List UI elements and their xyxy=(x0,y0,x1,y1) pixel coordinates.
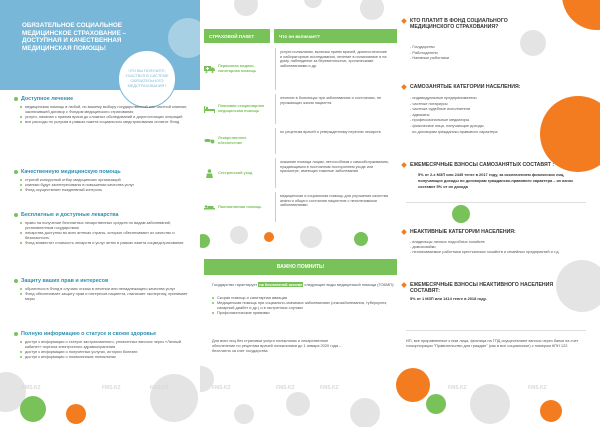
list-item: - адвокаты xyxy=(410,111,430,117)
panel-benefits xyxy=(0,0,200,427)
heading-who-pays: КТО ПЛАТИТ В ФОНД СОЦИАЛЬНОГО МЕДИЦИНСКОГО СТРАХОВАНИЯ? xyxy=(410,18,550,30)
decor-circle xyxy=(264,232,274,242)
list-item: доступ к информации о полученных услугах, истории болезни xyxy=(20,349,192,354)
list-item: - Наемные работники xyxy=(410,55,449,61)
decor-circle xyxy=(556,260,600,312)
list-item: Фонд возместит стоимость лекарств и услуг аптек в рамках пакета соцмедстрахования xyxy=(20,240,192,245)
decor-circle xyxy=(286,392,310,416)
package-description: медицинская и социальная помощь для улучшения качества жизни и общего состояния пациентов с неизлечимыми заболеваниями xyxy=(275,192,394,222)
decor-circle xyxy=(354,232,368,246)
table-header-package: СТРАХОВОЙ ПАКЕТ xyxy=(204,29,270,43)
decor-circle xyxy=(66,404,86,424)
divider xyxy=(406,202,586,203)
list-item: Скорая помощь и санитарная авиация xyxy=(212,295,396,300)
surgery-icon xyxy=(204,203,215,212)
watermark: FMS.KZ xyxy=(448,385,467,391)
hospital-bed-icon xyxy=(204,105,215,114)
decor-circle xyxy=(200,234,210,248)
heading-self-employed: САМОЗАНЯТЫЕ КАТЕГОРИИ НАСЕЛЕНИЯ: xyxy=(410,84,580,90)
section-heading: Доступное лечение xyxy=(21,96,74,102)
list-item: - Государство xyxy=(410,44,435,49)
decor-circle xyxy=(350,398,380,427)
list-item: Фонд обеспечивает защиту прав и интересов пациента, назначает экспертизу, принимает меры xyxy=(20,291,192,301)
list-item: - индивидуальные предприниматели xyxy=(410,95,477,100)
nurse-icon xyxy=(204,169,215,178)
pills-icon xyxy=(204,137,215,146)
highlight: на бесплатной основе xyxy=(259,282,303,287)
watermark: FMS.KZ xyxy=(212,385,231,391)
notice-footer: Для всех лиц без страховки услуги поликлиник и лекарственное обеспечение по рецептам врачей поликлиники до 1 января 2020 года – бесплатно за счет государства xyxy=(212,338,342,353)
section-heading: Качественную медицинскую помощь xyxy=(21,169,121,175)
list-item: строгий конкурсный отбор медицинских организаций xyxy=(20,177,192,182)
self-employed-fee-text: 5% от 2-х МЗП или 2445 тенге в 2017 году, за исключением физических лиц, получающих доходы по договорам гражданско-правового характера – их взнос составит 5% от их дохода xyxy=(418,172,574,189)
decor-circle xyxy=(168,18,200,58)
list-item: медицинская помощь в любой, по вашему выбору государственной или частной клинике, заключившей договор с Фондом медицинского страхования xyxy=(20,104,192,114)
list-item: Медицинская помощь при социально-значимых заболеваниях (онкозаболевания, туберкулез, сахарный диабет и др.) и в экстренных случаях xyxy=(212,300,396,310)
package-description: по рецептам врачей и утвержденному перечню лекарств xyxy=(275,128,394,154)
list-item: - частные судебные исполнители xyxy=(410,106,471,112)
watermark: FMS.KZ xyxy=(276,385,295,391)
inactive-fee-text: 5% от 1 МЗП или 1414 тенге в 2018 году. xyxy=(410,296,487,301)
decor-circle xyxy=(304,0,322,8)
list-item: все расходы по услугам в рамках пакета социального медстрахования оплатит Фонд xyxy=(20,119,192,124)
decor-circle xyxy=(230,226,248,244)
watermark: FMS.KZ xyxy=(528,385,547,391)
section-free-medicines xyxy=(14,212,192,245)
package-description: лечение в больницах при заболеваниях и состояниях, не угрожающих жизни пациента xyxy=(275,94,394,124)
payment-note: ИП, все приравненные к ним лица, физлица на ГПД осуществляют взносы через банки на счет госкорпорации "Правительство для граждан" (как и все социальные) с номером КПН 122. xyxy=(406,338,579,349)
package-description: услуги поликлиник, включая прием врачей, диагностические и лабораторные исследования, лечение в поликлинике и на дому, наблюдение за беременностью, хроническими заболеваниями и др. xyxy=(275,48,394,90)
page-title: ОБЯЗАТЕЛЬНОЕ СОЦИАЛЬНОЕ МЕДИЦИНСКОЕ СТРАХОВАНИЕ – ДОСТУПНАЯ И КАЧЕСТВЕННАЯ МЕДИЦИНСКАЯ ПОМОЩЬ! xyxy=(22,22,127,52)
heading-self-employed-fee: ЕЖЕМЕСЯЧНЫЕ ВЗНОСЫ САМОЗАНЯТЫХ СОСТАВЯТ : xyxy=(410,162,580,168)
notice-intro: Государство гарантирует на бесплатной основе следующие виды медицинской помощи (ГОБМП): xyxy=(212,282,395,287)
decor-circle xyxy=(452,205,470,223)
decor-circle xyxy=(360,0,384,20)
list-item: по договорам гражданско-правового характера xyxy=(410,128,498,134)
list-item: услуги, начиная с приема врача до сложных обследований и дорогостоящих операций xyxy=(20,114,192,119)
section-full-information xyxy=(14,331,192,359)
table-row xyxy=(204,94,397,124)
notice-list xyxy=(212,295,396,315)
decor-circle xyxy=(20,396,46,422)
list-item: - неопачиваемые работники крестьянских хозяйств и семейных предприятий и т.д. xyxy=(410,249,560,255)
package-label: Лекарственное обеспечение xyxy=(218,136,247,145)
section-rights-protection xyxy=(14,278,192,301)
list-item: право на получение бесплатных лекарственных средств по видам заболеваний, установленным государством xyxy=(20,220,192,230)
list-item: - профессиональные медиаторы xyxy=(410,117,470,123)
heading-inactive-fee: ЕЖЕМЕСЯЧНЫЕ ВЗНОСЫ НЕАКТИВНОГО НАСЕЛЕНИЯ СОСТАВЯТ: xyxy=(410,282,560,294)
watermark: FMS.KZ xyxy=(150,385,169,391)
decor-circle xyxy=(150,374,198,422)
decor-circle xyxy=(540,400,562,422)
list-item: клиники будут заинтересованы в повышении качества услуг xyxy=(20,182,192,187)
section-heading: Полную информацию о статусе и своем здоровье xyxy=(21,331,157,337)
divider xyxy=(406,330,586,331)
decor-circle xyxy=(520,30,546,56)
decor-circle xyxy=(562,0,600,30)
notice-banner: ВАЖНО ПОМНИТЬ! xyxy=(204,259,397,275)
table-row xyxy=(204,192,397,222)
panel-insurance-package xyxy=(200,0,400,427)
list-item: доступ к информации о поликлиниках поликлиник xyxy=(20,354,192,359)
list-item: - частные нотариусы xyxy=(410,100,448,106)
ambulance-icon xyxy=(204,65,215,74)
decor-circle xyxy=(426,394,446,414)
package-label: Первичная медико-санитарная помощь xyxy=(218,64,257,73)
package-label: Паллиативная помощь xyxy=(218,204,262,209)
question-text: ЧТО ВЫ ПОЛУЧИТЕ, УЧАСТВУЯ В СИСТЕМЕ ОБЯЗАТЕЛЬНОГО МЕДСТРАХОВАНИЯ? xyxy=(125,69,169,88)
self-employed-list xyxy=(410,95,498,134)
package-label: Сестринский уход xyxy=(218,170,253,175)
decor-circle xyxy=(540,96,600,172)
who-pays-list xyxy=(410,44,449,61)
watermark: FMS.KZ xyxy=(320,385,339,391)
decor-circle xyxy=(234,0,258,16)
list-item: - домохозяйки xyxy=(410,244,436,250)
package-description: оказание помощи лицам, нетсособным к самообслуживанию, нуждающимся в постоянном постороннем уходе или присмотре, имеющих тяжелые заболевания xyxy=(275,158,394,188)
section-heading: Бесплатные и доступные лекарства xyxy=(21,212,119,218)
decor-circle xyxy=(300,226,322,248)
list-item: лекарства доступны во всех аптеках страны, которые обеспечивают их качество и безопасность xyxy=(20,230,192,240)
list-item: - Работодатели xyxy=(410,49,438,55)
list-item: - физические лица, получающие доходы xyxy=(410,122,484,128)
section-quality-care xyxy=(14,169,192,192)
list-item: обратиться в Фонд в случаях отказа в лечении или ненадлежащего качества услуг xyxy=(20,286,192,291)
decor-circle xyxy=(470,384,510,424)
table-row xyxy=(204,48,397,90)
list-item: - владельцы личных подсобных хозяйств xyxy=(410,239,485,244)
decor-circle xyxy=(396,368,430,402)
inactive-list xyxy=(410,239,586,255)
section-heading: Защиту ваших прав и интересов xyxy=(21,278,109,284)
table-header-includes: Что он включает? xyxy=(274,29,397,43)
heading-inactive: НЕАКТИВНЫЕ КАТЕГОРИИ НАСЕЛЕНИЯ: xyxy=(410,229,580,235)
list-item: Профилактические прививки xyxy=(212,310,396,315)
decor-circle xyxy=(234,404,254,424)
list-item: доступ к информации о статусе застрахованного, уплаченных взносах через «Личный кабинет» портала электронного здравоохранения xyxy=(20,339,192,349)
table-row xyxy=(204,158,397,188)
package-label: Плановая стационарная медицинская помощь xyxy=(218,104,264,113)
watermark: FMS.KZ xyxy=(22,385,41,391)
section-accessible-treatment xyxy=(14,96,192,124)
table-row xyxy=(204,128,397,154)
list-item: Фонд осуществляет ежедневный контроль xyxy=(20,187,192,192)
watermark: FMS.KZ xyxy=(102,385,121,391)
